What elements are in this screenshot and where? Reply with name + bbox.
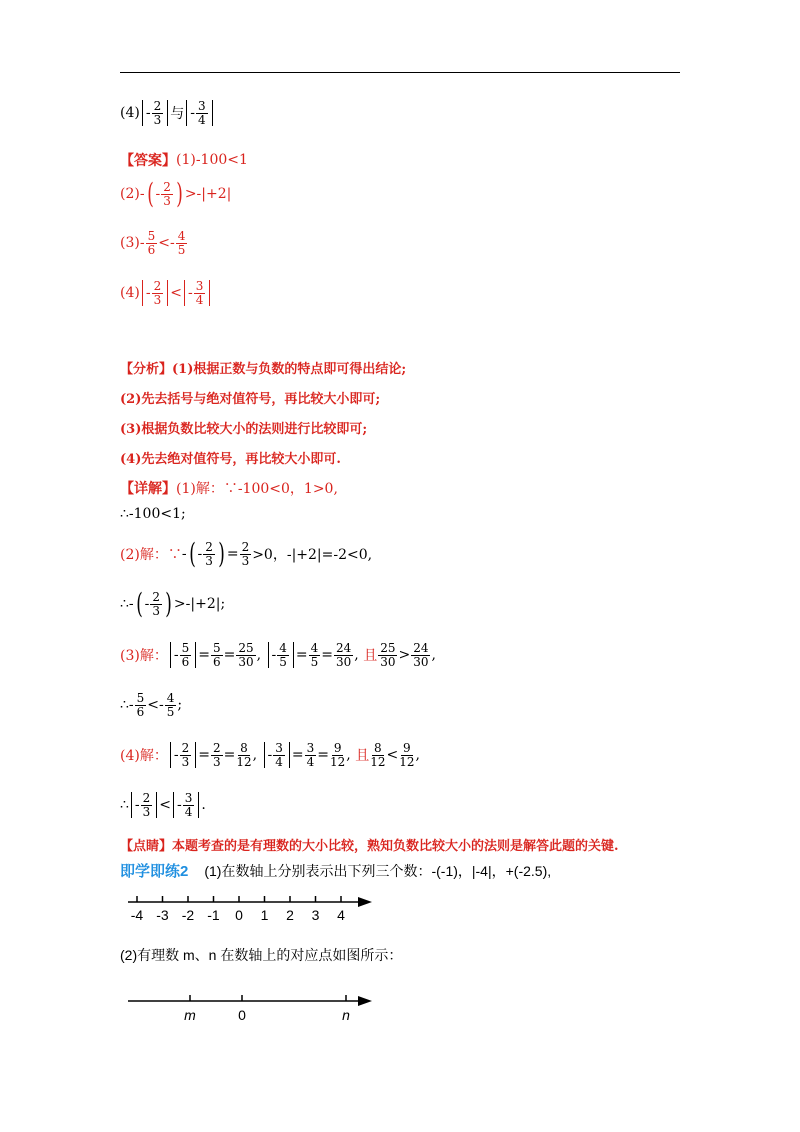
q4-label: (4) (120, 105, 140, 122)
detail-1: 【详解】 (1)解：∵-100<0，1>0, (120, 481, 338, 497)
axis1-tick-label: -3 (156, 907, 169, 923)
answer-2: (2) - ( - $\frac{2}{3}$ ) >-|+2| (120, 177, 232, 210)
abs-b: - $\frac{3}{4}$ (186, 100, 212, 126)
abs-a: - $\frac{2}{3}$ (142, 100, 168, 126)
detail-2: (2)解：∵ - ( - $\frac{2}{3}$ ) = $\frac{2}{3}$ >0，-|+2|=-2<0, (120, 537, 373, 570)
axis1-tick-label: 3 (311, 907, 320, 923)
detail-2b: ∴ - ( - $\frac{2}{3}$ ) >-|+2|; (120, 587, 226, 620)
comment: 【点睛】 本题考查的是有理数的大小比较，熟知负数比较大小的法则是解答此题的关键. (120, 839, 619, 854)
fraction: $\frac{2}{3}$ (153, 99, 162, 127)
analysis-1: 【分析】 (1)根据正数与负数的特点即可得出结论; (120, 362, 407, 377)
axis1-tick-label: 2 (286, 907, 294, 923)
axis1-tick-label: 1 (260, 907, 269, 923)
axis1-tick-label: -4 (130, 907, 144, 923)
label-n: n (342, 1007, 350, 1023)
answer-1 (120, 150, 248, 170)
axis1-tick-label: -1 (207, 907, 220, 923)
header-rule (120, 72, 680, 73)
practice-q1: 即学即练2 (1)在数轴上分别表示出下列三个数：-(-1)，|-4|，+(-2.5), (120, 860, 551, 881)
answer-3: (3) - $\frac{5}{6}$ < - $\frac{4}{5}$ (120, 229, 186, 257)
answer-4: (4) - $\frac{2}{3}$ < - $\frac{3}{4}$ (120, 280, 212, 306)
practice-q2: (2)有理数 m、n 在数轴上的对应点如图所示： (120, 947, 403, 963)
question-4 (120, 100, 215, 126)
axis1-tick-label: 4 (337, 907, 345, 923)
analysis-2: (2)先去括号与绝对值符号，再比较大小即可; (120, 392, 381, 407)
detail-1b: ∴-100<1; (120, 506, 186, 522)
detail-4b: ∴ - $\frac{2}{3}$ < - $\frac{3}{4}$ . (120, 791, 206, 819)
axis1-tick-label: -2 (181, 907, 195, 923)
connector: 与 (170, 106, 185, 123)
detail-3: (3)解： - $\frac{5}{6}$ = $\frac{5}{6}$ = $\frac{25}{30}$ , - $\frac{4}{5}$ = $\frac{4}{5}$ = $\frac{24}{30}$ , 且 $\frac{25}{30}$ > $\frac{24}{30}$ , (120, 641, 436, 669)
fraction: $\frac{3}{4}$ (197, 99, 206, 127)
detail-3b: ∴ - $\frac{5}{6}$ < - $\frac{4}{5}$ ; (120, 691, 183, 719)
number-line-2 (120, 988, 380, 1028)
axis1-tick-label: 0 (235, 907, 243, 923)
label-m: m (184, 1007, 196, 1023)
number-line-1 (120, 888, 380, 928)
answer-1-text: (1)-100<1 (176, 152, 248, 168)
analysis-3: (3)根据负数比较大小的法则进行比较即可; (120, 422, 368, 437)
detail-4: (4)解： - $\frac{2}{3}$ = $\frac{2}{3}$ = $\frac{8}{12}$ , - $\frac{3}{4}$ = $\frac{3}{4}$ = $\frac{9}{12}$ , 且 $\frac{8}{12}$ < $\frac{9}{12}$ , (120, 741, 420, 769)
answer-tag: 【答案】 (120, 153, 176, 169)
analysis-4: (4)先去绝对值符号，再比较大小即可. (120, 452, 341, 467)
label-0: 0 (238, 1007, 246, 1023)
practice-heading: 即学即练2 (120, 863, 189, 880)
